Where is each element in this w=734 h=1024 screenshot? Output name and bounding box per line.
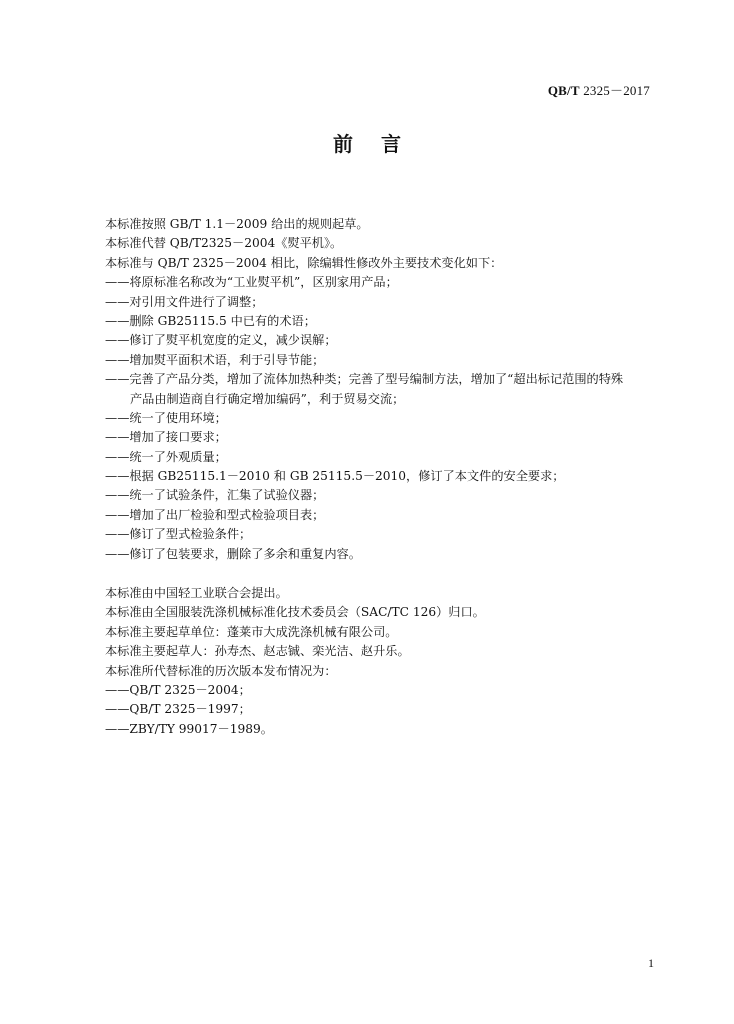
change-item: ——删除 GB25115.5 中已有的术语； [105, 313, 316, 328]
paragraph-drafting-rules: 本标准按照 GB/T 1.1－2009 给出的规则起草。 [105, 217, 369, 231]
change-item: ——统一了外观质量； [105, 449, 227, 464]
change-item: ——将原标准名称改为“工业熨平机”，区别家用产品； [105, 275, 398, 290]
paragraph-drafters: 本标准主要起草人：孙寿杰、赵志铖、栾光洁、赵升乐。 [105, 644, 410, 659]
page-number: 1 [648, 956, 654, 970]
document-code-number: 2325－2017 [579, 83, 650, 98]
history-item: ——ZBY/TY 99017－1989。 [105, 721, 273, 736]
paragraph-drafting-unit: 本标准主要起草单位：蓬莱市大成洗涤机械有限公司。 [105, 624, 398, 639]
foreword-body [105, 215, 665, 739]
change-item: ——完善了产品分类，增加了流体加热种类；完善了型号编制方法，增加了“超出标记范围的特殊 [105, 372, 624, 387]
change-item-continuation: 产品由制造商自行确定增加编码”，利于贸易交流； [130, 391, 405, 406]
paragraph-gap [105, 564, 665, 584]
change-item: ——增加熨平面积术语，利于引导节能； [105, 352, 325, 367]
change-item: ——统一了使用环境； [105, 410, 227, 425]
document-code-prefix: QB/T [547, 83, 580, 98]
change-item: ——统一了试验条件，汇集了试验仪器； [105, 488, 325, 503]
change-item: ——修订了型式检验条件； [105, 527, 252, 542]
change-item: ——对引用文件进行了调整； [105, 294, 264, 309]
change-item: ——修订了包装要求，删除了多余和重复内容。 [105, 546, 361, 561]
paragraph-replaces: 本标准代替 QB/T2325－2004《熨平机》。 [105, 236, 343, 251]
change-item: ——修订了熨平机宽度的定义，减少误解； [105, 333, 337, 348]
paragraph-changes-intro: 本标准与 QB/T 2325－2004 相比，除编辑性修改外主要技术变化如下： [105, 255, 503, 270]
paragraph-technical-committee: 本标准由全国服装洗涤机械标准化技术委员会（SAC/TC 126）归口。 [105, 605, 485, 620]
history-item: ——QB/T 2325－1997； [105, 702, 251, 717]
change-item: ——根据 GB25115.1－2010 和 GB 25115.5－2010，修订了本文件的安全要求； [105, 469, 565, 484]
document-code [548, 80, 650, 99]
change-item: ——增加了出厂检验和型式检验项目表； [105, 507, 325, 522]
change-item: ——增加了接口要求； [105, 430, 227, 445]
paragraph-proposed-by: 本标准由中国轻工业联合会提出。 [105, 586, 288, 601]
paragraph-history-intro: 本标准所代替标准的历次版本发布情况为： [105, 663, 337, 678]
page-title: 前言 [333, 132, 429, 156]
history-item: ——QB/T 2325－2004； [105, 682, 251, 697]
